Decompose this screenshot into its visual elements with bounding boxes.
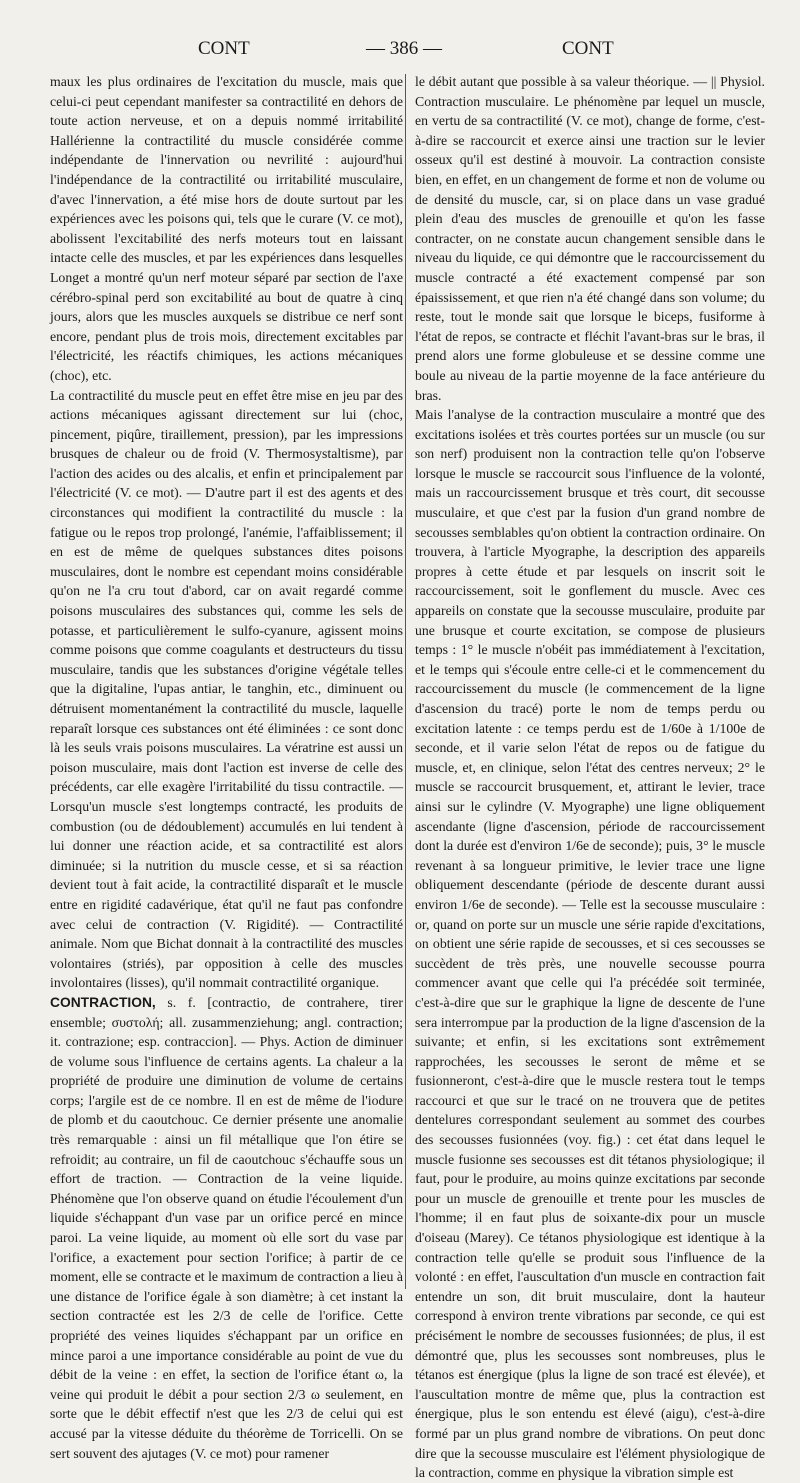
left-column (50, 72, 403, 1463)
entry-contraction-body: s. f. [contractio, de contrahere, tirer ensemble; συστολή; all. zusammenziehung; angl. contraction; it. contrazione; esp. contraccion]. — Phys. Action de diminuer de volume sous l'influence de certains agents. La chaleur a la propriété de produire une diminution de volume de certains corps; l'argile est de ce nombre. Il en est de même de l'iodure de plomb et du caoutchouc. Ce dernier présente une anomalie très remarquable : ainsi un fil métallique que l'on étire se refroidit; au contraire, un fil de caoutchouc s'échauffe sous un effort de traction. — Contraction de la veine liquide. Phénomène que l'on observe quand on étudie l'écoulement d'un liquide s'échappant d'un vase par un orifice percé en mince paroi. La veine liquide, au moment où elle sort du vase par l'orifice, a exactement pour section l'orifice; à partir de ce moment, elle se contracte et le maximum de contraction a lieu à une distance de l'orifice égale à son diamètre; à cet instant la section contractée est les 2/3 de celle de l'orifice. Cette propriété des veines liquides s'échappant par un orifice en mince paroi a une importance considérable au point de vue du débit de la veine : en effet, la section de l'orifice étant ω, la veine qui produit le débit a pour section 2/3 ω seulement, en sorte que le débit effectif n'est que les 2/3 de celui qui est accusé par la vitesse déduite du théorème de Torricelli. On se sert souvent des ajutages (V. ce mot) pour ramener (50, 994, 404, 1461)
entry-contraction (50, 993, 403, 1463)
paragraph-secousse-musculaire: Mais l'analyse de la contraction musculaire a montré que des excitations isolées et très courtes portées sur un muscle (ou sur son nerf) produisent non la contraction telle qu'on l'observe lorsque le muscle se raccourcit sous l'influence de la volonté, mais un raccourcissement brusque et très court, dit secousse musculaire, et que c'est par la fusion d'un grand nombre de secousses semblables qu'on obtient la contraction ordinaire. On trouvera, à l'article Myographe, la description des appareils propres à cette étude et par lesquels on inscrit soit le raccourcissement, soit le gonflement du muscle. Avec ces appareils on constate que la secousse musculaire, produite par une brusque et courte excitation, se compose de plusieurs temps : 1° le muscle n'obéit pas immédiatement à l'excitation, et le temps qui s'écoule entre celle-ci et le commencement du raccourcissement du muscle (le commencement de la ligne d'ascension du tracé) porte le nom de temps perdu ou excitation latente : ce temps perdu est de 1/60e à 1/100e de seconde, et il varie selon l'état de repos ou de fatigue du muscle, et, en clinique, selon l'état des centres nerveux; 2° le muscle se raccourcit brusquement, et, attirant le levier, trace ainsi sur le cylindre (V. Myographe) une ligne obliquement ascendante (ligne d'ascension, période de raccourcissement dont la durée est d'environ 1/6e de seconde); puis, 3° le muscle revenant à sa longueur primitive, le levier trace une ligne obliquement descendante (période de descente durant aussi environ 1/6e de seconde). — Telle est la secousse musculaire : or, quand on porte sur un muscle une série rapide d'excitations, on obtient une série rapide de secousses, et si ces secousses se succèdent de très près, une nouvelle secousse pourra commencer avant que celle qui l'a précédée soit terminée, c'est-à-dire que sur le graphique la ligne de descente de l'une sera interrompue par la production de la ligne d'ascension de la suivante; et enfin, si les excitations sont extrêmement rapprochées, les secousses le seront de même et se fusionneront, c'est-à-dire que le muscle restera tout le temps raccourci et que sur le tracé on ne trouvera que de petites dentelures correspondant seulement au sommet des courbes des secousses fusionnées (voy. fig.) : cet état dans lequel le muscle fusionne ses secousses est dit tétanos physiologique; il faut, pour le produire, au moins quinze excitations par seconde pour un muscle de grenouille et trente pour les muscles de l'homme; il en faut plus de soixante-dix pour un muscle d'oiseau (Marey). Ce tétanos physiologique est identique à la contraction telle qu'elle se produit sous l'influence de la volonté : en effet, l'auscultation d'un muscle en contraction fait entendre un son, dit bruit musculaire, dont la hauteur correspond à environ trente vibrations par seconde, ce qui est précisément le nombre de secousses fusionnées; de plus, il est démontré que, plus les secousses sont nombreuses, plus le tétanos est énergique (plus la ligne de son tracé est élevée), et l'auscultation montre de même que, plus la contraction est énergique, plus le son entendu est élevé (aigu), c'est-à-dire formé par un plus grand nombre de vibrations. On peut donc dire que la secousse musculaire est l'élément physiologique de la contraction, comme en physique la vibration simple est (415, 407, 765, 1481)
header-right-keyword: CONT (562, 38, 614, 59)
right-column (415, 72, 765, 1483)
paragraph-contractilite-end: maux les plus ordinaires de l'excitation du muscle, mais que celui-ci peut cependant manifester sa contractilité en dehors de toute action nerveuse, et on a depuis nommé irritabilité Hallérienne la contractilité du muscle considérée comme indépendante de l'innervation ou nevrilité : aujourd'hui l'indépendance de la contractilité ou irritabilité musculaire, d'avec l'innervation, a été mise hors de doute surtout par les expériences avec les poisons qui, tels que le curare (V. ce mot), abolissent l'excitabilité des nerfs moteurs tout en laissant intacte celle des muscles, et par les expériences dans lesquelles Longet a montré qu'un nerf moteur séparé par section de l'axe cérébro-spinal perd son excitabilité au bout de quatre à cinq jours, alors que les muscles auxquels se distribue ce nerf sont encore, pendant plus de trois mois, directement excitables par l'électricité, les réactifs chimiques, les actions mécaniques (choc), etc. (50, 74, 403, 383)
paragraph-contractilite-agents: La contractilité du muscle peut en effet être mise en jeu par des actions mécaniques agissant directement sur lui (choc, pincement, piqûre, tiraillement, pression), par les impressions brusques de chaleur ou de froid (V. Thermosystaltisme), par l'action des acides ou des alcalis, et enfin et principalement par l'électricité (V. ce mot). — D'autre part il est des agents et des circonstances qui modifient la contractilité du muscle : la fatigue ou le repos trop prolongé, l'anémie, l'affaiblissement; il en est de même de quelques substances dites poisons musculaires, dont le nombre est cependant moins considérable qu'on ne l'a cru tout d'abord, car on avait regardé comme poisons musculaires des substances qui, comme les sels de potasse, et particulièrement le sulfo-cyanure, agissent moins comme poisons que comme coagulants et destructeurs du tissu musculaire, tandis que les substances d'origine végétale telles que la digitaline, l'upas antiar, le tanghin, etc., diminuent ou détruisent momentanément la contractilité du muscle, laquelle reparaît lorsque ces substances ont été éliminées : ce sont donc là les seuls vrais poisons musculaires. La vératrine est aussi un poison musculaire, mais dont l'action est inverse de celle des précédents, car elle exagère l'irritabilité du tissu contractile. — Lorsqu'un muscle s'est longtemps contracté, les produits de combustion (ou de dédoublement) accumulés en lui tendent à lui donner une réaction acide, et sa contractilité est alors diminuée; si la nutrition du muscle cesse, et si sa réaction devient tout à fait acide, la contractilité disparaît et le muscle entre en rigidité cadavérique, état qu'il ne faut pas confondre avec celui de contraction (V. Rigidité). — Contractilité animale. Nom que Bichat donnait à la contractilité des muscles volontaires (striés), par opposition à celle des muscles involontaires (lisses), qu'il nommait contractilité organique. (50, 387, 403, 991)
column-divider (405, 74, 406, 1289)
page-number: — 386 — (366, 38, 442, 59)
paragraph-contraction-musculaire: le débit autant que possible à sa valeur théorique. — || Physiol. Contraction musculaire. Le phénomène par lequel un muscle, en vertu de sa contractilité (V. ce mot), change de forme, c'est-à-dire se raccourcit et exerce ainsi une traction sur le levier osseux qu'il est destiné à mouvoir. La contraction consiste bien, en effet, en un changement de forme et non de volume ou de densité du muscle, car, si on place dans un vase gradué plein d'eau des muscles de grenouille et qu'on les fasse contracter, on ne constate aucun changement sensible dans le niveau du liquide, ce qui démontre que le raccourcissement du muscle contracté a été exactement compensé par son épaississement, et que rien n'a été changé dans son volume; du reste, tout le monde sait que lorsque le biceps, fusiforme à l'état de repos, se contracte et fléchit l'avant-bras sur le bras, il prend alors une forme globuleuse et se dessine comme une boule au niveau de la partie moyenne de la face antérieure du bras. (415, 74, 765, 403)
entry-headword: CONTRACTION, (50, 994, 156, 1010)
running-header (0, 38, 800, 68)
header-left-keyword: CONT (198, 38, 250, 59)
